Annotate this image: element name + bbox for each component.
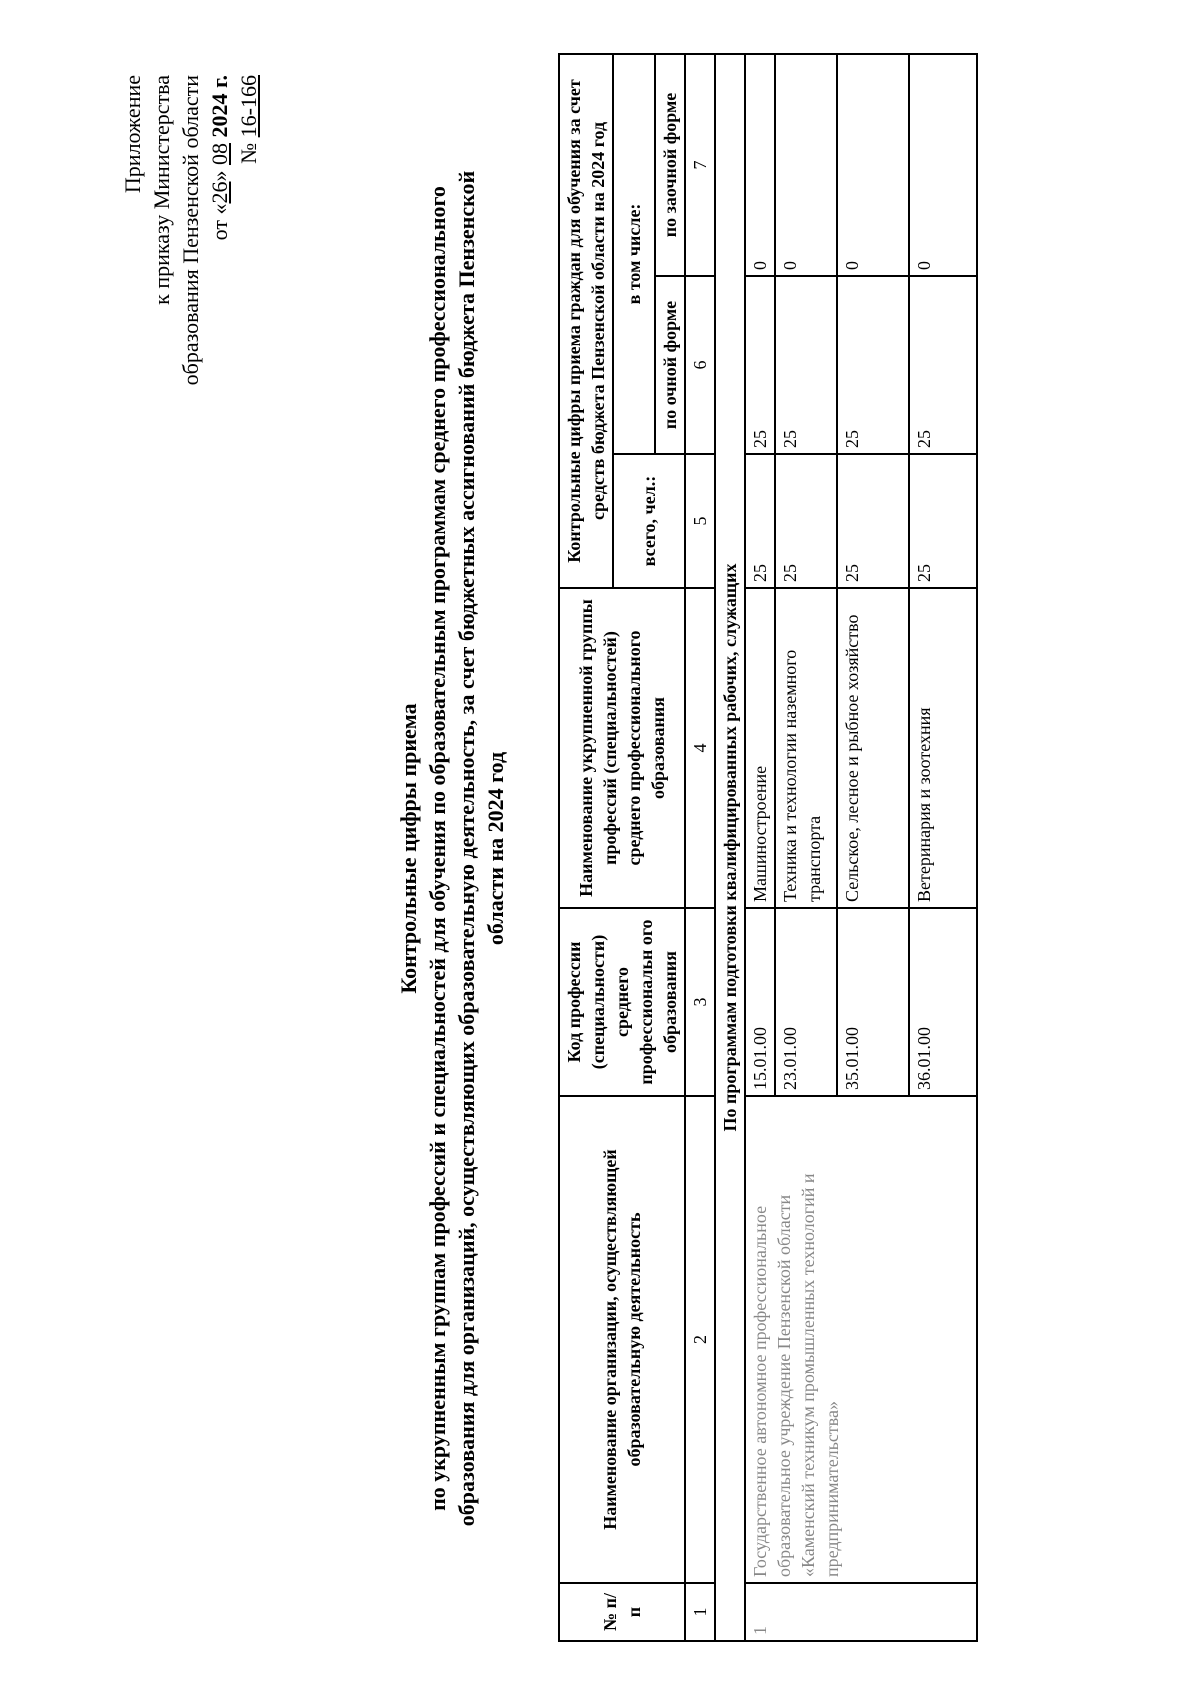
admission-table bbox=[558, 53, 978, 1642]
title-subtitle: по укрупненным группам профессий и специальностей для обучения по образовательным программам среднего профессионального образования для организаций, осуществляющих образовательную деятельность, за счет бюджетных ассигнований бюджета Пензенской области на 2024 год bbox=[425, 170, 508, 1527]
date-prefix: от « bbox=[207, 203, 232, 241]
appendix-line: Приложение bbox=[120, 75, 145, 194]
group-name: Машиностроение bbox=[745, 588, 775, 908]
order-number bbox=[234, 75, 263, 385]
correspondence-value: 0 bbox=[909, 54, 977, 276]
row-number: 1 bbox=[745, 1583, 977, 1641]
total-value: 25 bbox=[837, 454, 909, 588]
header-admission-figures: Контрольные цифры приема граждан для обучения за счет средств бюджета Пензенской области на 2024 год bbox=[559, 54, 613, 588]
document-title bbox=[394, 80, 510, 1617]
order-date bbox=[205, 75, 234, 385]
date-month: 08 bbox=[207, 143, 232, 166]
full-time-value: 25 bbox=[837, 276, 909, 454]
column-numbers-row bbox=[685, 54, 715, 1641]
section-row bbox=[715, 54, 745, 1641]
date-sep: » bbox=[207, 165, 232, 182]
header-correspondence: по заочной форме bbox=[655, 54, 685, 276]
column-number: 5 bbox=[685, 454, 715, 588]
header-code: Код профессии (специальности) среднего профессиональн ого образования bbox=[559, 908, 685, 1096]
number-prefix: № bbox=[236, 137, 261, 164]
number-value: 16-166 bbox=[236, 75, 261, 138]
section-title: По программам подготовки квалифицированных рабочих, служащих bbox=[715, 54, 745, 1641]
group-name: Ветеринария и зоотехния bbox=[909, 588, 977, 908]
column-number: 7 bbox=[685, 54, 715, 276]
correspondence-value: 0 bbox=[837, 54, 909, 276]
header-org: Наименование организации, осуществляющей образовательную деятельность bbox=[559, 1096, 685, 1583]
column-number: 4 bbox=[685, 588, 715, 908]
column-number: 3 bbox=[685, 908, 715, 1096]
column-number: 2 bbox=[685, 1096, 715, 1583]
correspondence-value: 0 bbox=[775, 54, 837, 276]
group-name: Сельское, лесное и рыбное хозяйство bbox=[837, 588, 909, 908]
full-time-value: 25 bbox=[775, 276, 837, 454]
header-row bbox=[559, 54, 613, 1641]
profession-code: 23.01.00 bbox=[775, 908, 837, 1096]
header-total: всего, чел.: bbox=[613, 454, 685, 588]
profession-code: 15.01.00 bbox=[745, 908, 775, 1096]
full-time-value: 25 bbox=[909, 276, 977, 454]
profession-code: 35.01.00 bbox=[837, 908, 909, 1096]
appendix-header bbox=[118, 75, 263, 385]
group-name: Техника и технологии наземного транспорта bbox=[775, 588, 837, 908]
column-number: 6 bbox=[685, 276, 715, 454]
total-value: 25 bbox=[909, 454, 977, 588]
header-full-time: по очной форме bbox=[655, 276, 685, 454]
profession-code: 36.01.00 bbox=[909, 908, 977, 1096]
correspondence-value: 0 bbox=[745, 54, 775, 276]
total-value: 25 bbox=[775, 454, 837, 588]
header-group-name: Наименование укрупненной группы профессий (специальностей) среднего профессионального образования bbox=[559, 588, 685, 908]
header-including: в том числе: bbox=[613, 54, 655, 454]
appendix-line: к приказу Министерства bbox=[149, 75, 174, 305]
full-time-value: 25 bbox=[745, 276, 775, 454]
date-day: 26 bbox=[207, 181, 232, 204]
table-row bbox=[745, 54, 775, 1641]
total-value: 25 bbox=[745, 454, 775, 588]
header-num: № п/п bbox=[559, 1583, 685, 1641]
title-main: Контрольные цифры приема bbox=[396, 703, 421, 994]
column-number: 1 bbox=[685, 1583, 715, 1641]
organization-name: Государственное автономное профессиональное образовательное учреждение Пензенской области «Каменский техникум промышленных технологий и предпринимательства» bbox=[745, 1096, 977, 1583]
appendix-line: образования Пензенской области bbox=[178, 75, 203, 386]
date-year: 2024 г. bbox=[207, 75, 232, 138]
